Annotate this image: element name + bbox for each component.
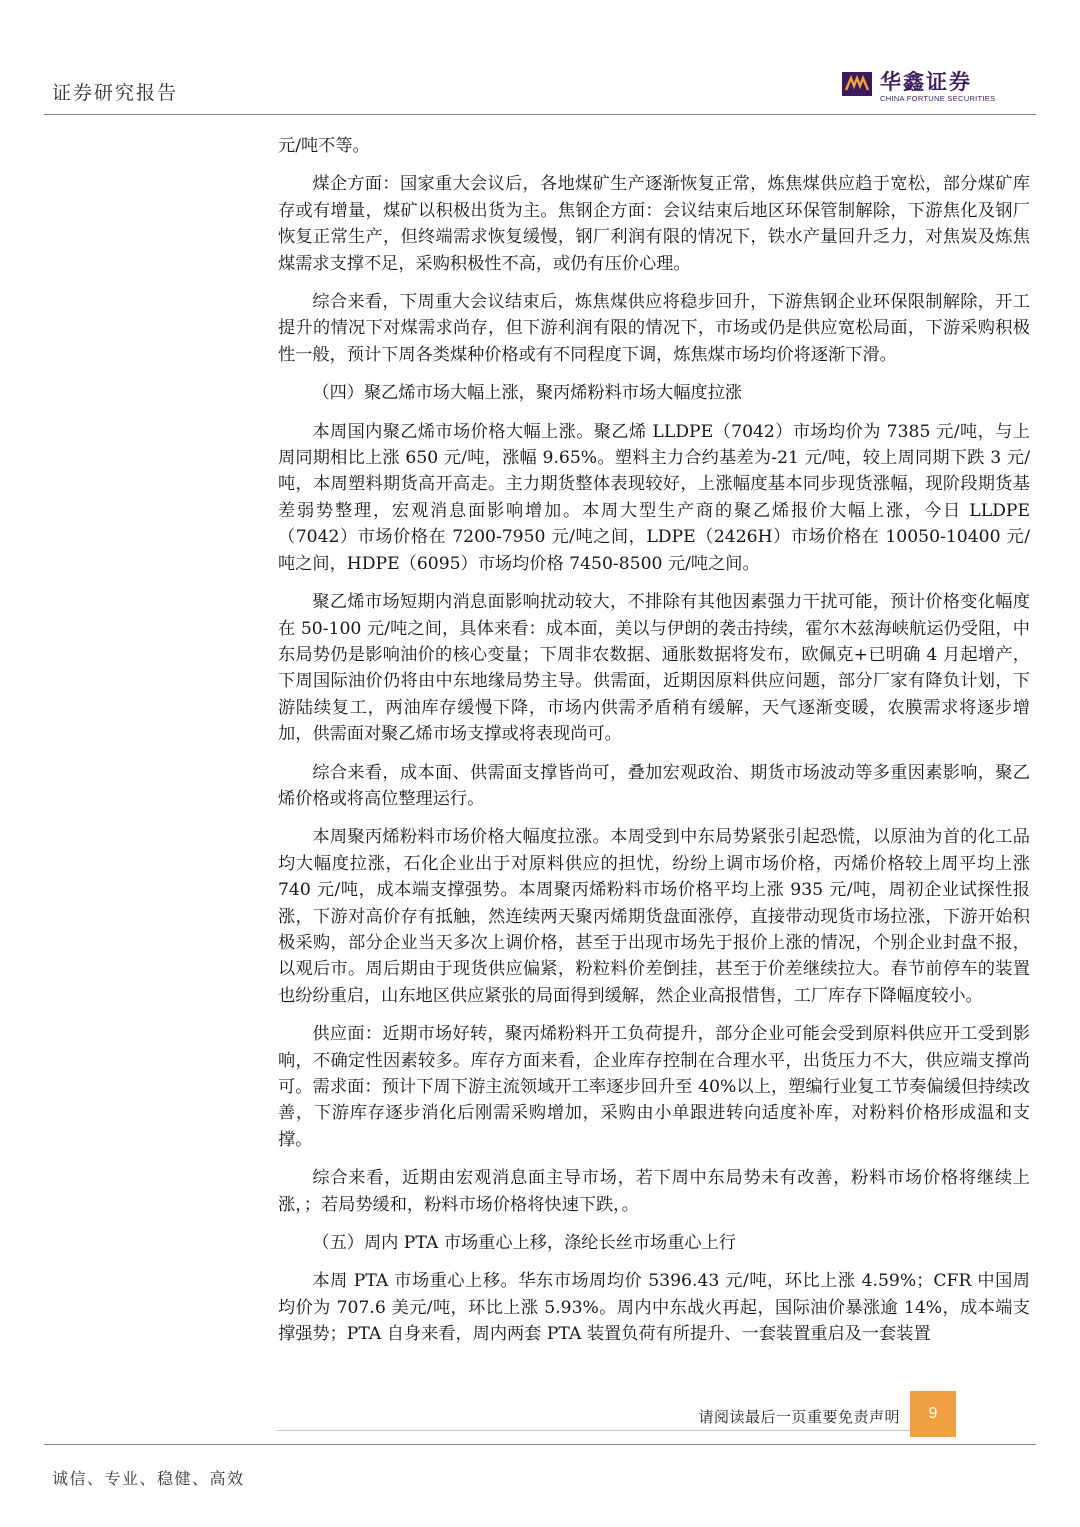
logo-mark-icon [842, 72, 872, 96]
company-motto: 诚信、专业、稳健、高效 [52, 1469, 245, 1488]
report-type-label: 证券研究报告 [52, 82, 179, 104]
paragraph: 元/吨不等。 [278, 136, 370, 156]
paragraph: 煤企方面：国家重大会议后，各地煤矿生产逐渐恢复正常，炼焦煤供应趋于宽松，部分煤矿库存或有增量，煤矿以积极出货为主。焦钢企方面：会议结束后地区环保管制解除，下游焦化及钢厂恢复正常生产，但终端需求恢复缓慢，钢厂利润有限的情况下，铁水产量回升乏力，对焦炭及炼焦煤需求支撑不足，采购积极性不高，或仍有压价心理。 [278, 174, 1030, 274]
paragraph: 本周国内聚乙烯市场价格大幅上涨。聚乙烯 LLDPE（7042）市场均价为 7385 元/吨，与上周同期相比上涨 650 元/吨，涨幅 9.65%。塑料主力合约基差为-21 元/吨，较上周同期下跌 3 元/吨，本周塑料期货高开高走。主力期货整体表现较好，上涨幅度基本同步现货涨幅，现阶段期货基差弱势整理，宏观消息面影响增加。本周大型生产商的聚乙烯报价大幅上涨，今日 LLDPE（7042）市场价格在 7200-7950 元/吨之间，LDPE（2426H）市场价格在 10050-10400 元/吨之间，HDPE（6095）市场均价格 7450-8500 元/吨之间。 [278, 421, 1030, 574]
section-heading: （四）聚乙烯市场大幅上涨，聚丙烯粉料市场大幅度拉涨 [312, 383, 743, 404]
paragraph: 综合来看，成本面、供需面支撑皆尚可，叠加宏观政治、期货市场波动等多重因素影响，聚乙烯价格或将高位整理运行。 [278, 762, 1030, 809]
header-divider [44, 114, 1036, 115]
company-logo [842, 66, 996, 106]
report-body [278, 133, 1030, 1360]
paragraph: 聚乙烯市场短期内消息面影响扰动较大，不排除有其他因素强力干扰可能，预计价格变化幅度在 50-100 元/吨之间，具体来看：成本面，美以与伊朗的袭击持续，霍尔木兹海峡航运仍受阻，中东局势仍是影响油价的核心变量；下周非农数据、通胀数据将发布，欧佩克+已明确 4 月起增产，下周国际油价仍将由中东地缘局势主导。供需面，近期因原料供应问题，部分厂家有降负计划，下游陆续复工，两油库存缓慢下降，市场内供需矛盾稍有缓解，天气逐渐变暖，农膜需求将逐步增加，供需面对聚乙烯市场支撑或将表现尚可。 [278, 592, 1030, 745]
paragraph: 综合来看，下周重大会议结束后，炼焦煤供应将稳步回升，下游焦钢企业环保限制解除，开工提升的情况下对煤需求尚存，但下游利润有限的情况下，市场或仍是供应宽松局面，下游采购积极性一般，预计下周各类煤种价格或有不同程度下调，炼焦煤市场均价将逐渐下滑。 [278, 292, 1030, 365]
disclaimer-notice: 请阅读最后一页重要免责声明 [698, 1408, 900, 1426]
paragraph: 本周聚丙烯粉料市场价格大幅度拉涨。本周受到中东局势紧张引起恐慌，以原油为首的化工品均大幅度拉涨，石化企业出于对原料供应的担忧，纷纷上调市场价格，丙烯价格较上周平均上涨 740 元/吨，成本端支撑强势。本周聚丙烯粉料市场价格平均上涨 935 元/吨，周初企业试探性报涨，下游对高价存有抵触，然连续两天聚丙烯期货盘面涨停，直接带动现货市场拉涨，下游开始积极采购，部分企业当天多次上调价格，甚至于出现市场先于报价上涨的情况，个别企业封盘不报，以观后市。周后期由于现货供应偏紧，粉粒料价差倒挂，甚至于价差继续拉大。春节前停车的装置也纷纷重启，山东地区供应紧张的局面得到缓解，然企业高报惜售，工厂库存下降幅度较小。 [278, 827, 1030, 1006]
footer-divider [276, 1430, 948, 1431]
paragraph: 综合来看，近期由宏观消息面主导市场，若下周中东局势未有改善，粉料市场价格将继续上涨，；若局势缓和，粉料市场价格将快速下跌，。 [278, 1168, 1030, 1215]
page-number: 9 [910, 1391, 956, 1437]
logo-chinese-name: 华鑫证券 [880, 70, 972, 94]
logo-english-name: CHINA FORTUNE SECURITIES [880, 94, 996, 103]
paragraph: 本周 PTA 市场重心上移。华东市场周均价 5396.43 元/吨，环比上涨 4.59%；CFR 中国周均价为 707.6 美元/吨，环比上涨 5.93%。周内中东战火再起，国际油价暴涨逾 14%，成本端支撑强势；PTA 自身来看，周内两套 PTA 装置负荷有所提升、一套装置重启及一套装置 [278, 1271, 1030, 1345]
bottom-divider [44, 1444, 1036, 1445]
section-heading: （五）周内 PTA 市场重心上移，涤纶长丝市场重心上行 [312, 1233, 736, 1254]
paragraph: 供应面：近期市场好转，聚丙烯粉料开工负荷提升，部分企业可能会受到原料供应开工受到影响，不确定性因素较多。库存方面来看，企业库存控制在合理水平，出货压力不大，供应端支撑尚可。需求面：预计下周下游主流领域开工率逐步回升至 40%以上，塑编行业复工节奏偏缓但持续改善，下游库存逐步消化后刚需采购增加，采购由小单跟进转向适度补库，对粉料价格形成温和支撑。 [278, 1024, 1030, 1150]
